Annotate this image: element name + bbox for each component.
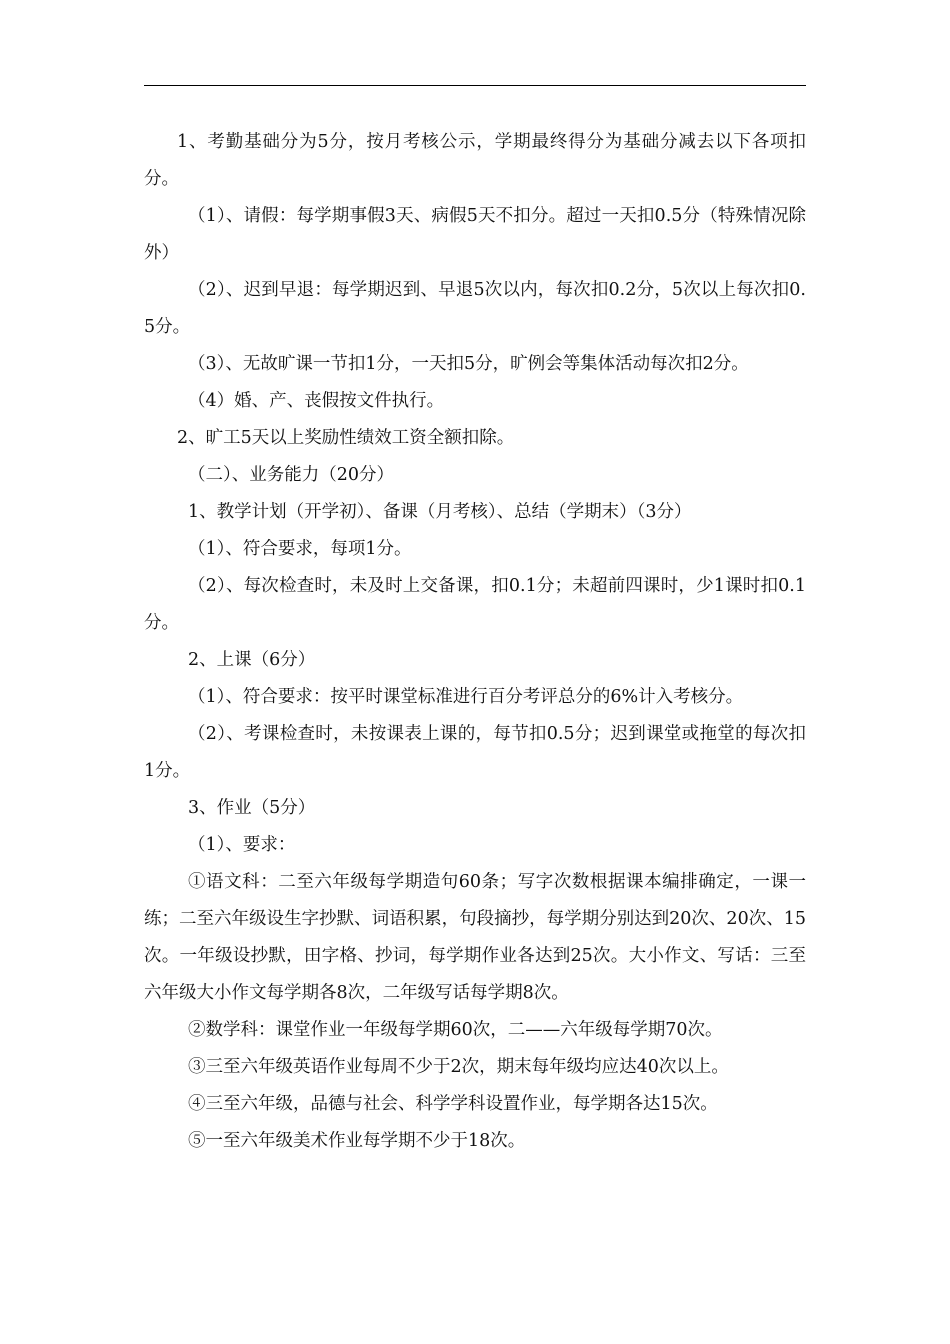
lesson-inspection: （2）、考课检查时，未按课表上课的，每节扣0.5分；迟到课堂或拖堂的每次扣1分。: [144, 724, 806, 781]
teaching-plan-heading: 1、教学计划（开学初）、备课（月考核）、总结（学期末）（3分）: [188, 502, 692, 522]
attendance-base-score: 1、考勤基础分为5分，按月考核公示，学期最终得分为基础分减去以下各项扣分。: [144, 132, 806, 189]
header-rule: [144, 85, 806, 86]
attendance-marriage-leave-rule: （4）婚、产、丧假按文件执行。: [188, 391, 445, 411]
document-body: [144, 124, 806, 1160]
lesson-heading: 2、上课（6分）: [188, 650, 316, 670]
section-heading-business-ability: （二）、业务能力（20分）: [188, 465, 395, 485]
homework-math: ②数学科：课堂作业一年级每学期60次，二——六年级每学期70次。: [188, 1020, 723, 1040]
attendance-late-rule: （2）、迟到早退：每学期迟到、早退5次以内，每次扣0.2分，5次以上每次扣0.5分。: [144, 280, 806, 337]
lesson-requirement: （1）、符合要求：按平时课堂标准进行百分考评总分的6%计入考核分。: [188, 687, 744, 707]
teaching-plan-requirement: （1）、符合要求，每项1分。: [188, 539, 412, 559]
homework-chinese: ①语文科：二至六年级每学期造句60条；写字次数根据课本编排确定，一课一练；二至六年级设生字抄默、词语积累，句段摘抄，每学期分别达到20次、20次、15次。一年级设抄默，田字格、抄词，每学期作业各达到25次。大小作文、写话：三至六年级大小作文每学期各8次，二年级写话每学期8次。: [144, 872, 806, 1003]
attendance-absence-rule: （3）、无故旷课一节扣1分，一天扣5分，旷例会等集体活动每次扣2分。: [188, 354, 749, 374]
attendance-leave-rule: （1）、请假：每学期事假3天、病假5天不扣分。超过一天扣0.5分（特殊情况除外）: [144, 206, 806, 263]
homework-english: ③三至六年级英语作业每周不少于2次，期末每年级均应达40次以上。: [188, 1057, 729, 1077]
homework-art: ⑤一至六年级美术作业每学期不少于18次。: [188, 1131, 526, 1151]
homework-moral-science: ④三至六年级，品德与社会、科学学科设置作业，每学期各达15次。: [188, 1094, 718, 1114]
teaching-plan-inspection: （2）、每次检查时，未及时上交备课，扣0.1分；未超前四课时，少1课时扣0.1分。: [144, 576, 806, 633]
homework-requirement-label: （1）、要求：: [188, 835, 296, 855]
absenteeism-rule: 2、旷工5天以上奖励性绩效工资全额扣除。: [177, 428, 515, 448]
homework-heading: 3、作业（5分）: [188, 798, 316, 818]
